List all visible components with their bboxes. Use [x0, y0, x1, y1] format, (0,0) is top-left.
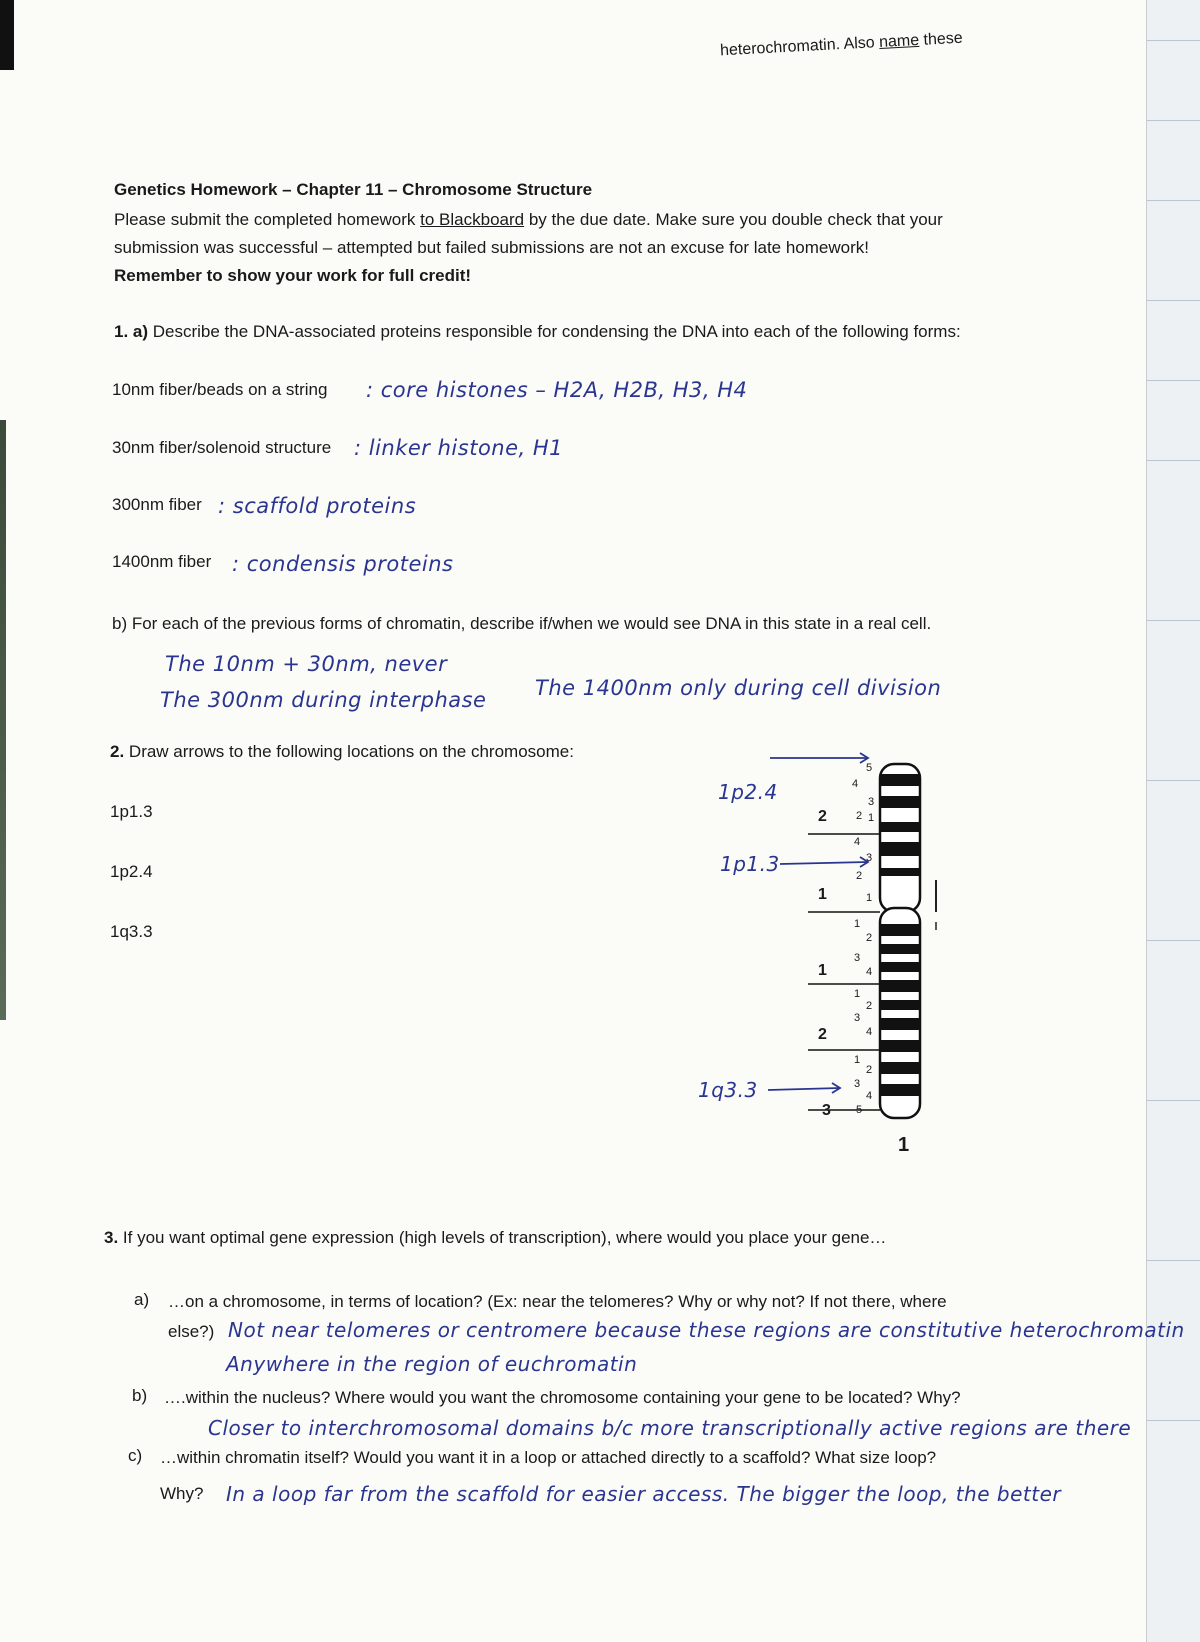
band-label: 4	[866, 1090, 873, 1102]
band-label: 4	[866, 966, 873, 978]
band-label: 2	[856, 870, 863, 882]
form-label-1400nm: 1400nm fiber	[112, 552, 212, 571]
q3c-why: Why?	[160, 1484, 204, 1503]
arrow-label-1p1-3: 1p1.3	[720, 852, 780, 876]
answer-1400nm: : condensis proteins	[232, 552, 454, 576]
form-label-300nm: 300nm fiber	[112, 495, 202, 514]
q1b-prompt: b) For each of the previous forms of chromatin, describe if/when we would see DNA in this state in a real cell.	[112, 614, 932, 633]
q1b-answer-1: The 10nm + 30nm, never	[165, 652, 448, 676]
band-q-dark	[881, 1084, 919, 1096]
band-q-dark	[881, 962, 919, 972]
region-label: 2	[818, 808, 827, 825]
band-label: 1	[868, 812, 875, 824]
q3b-question: ….within the nucleus? Where would you want the chromosome containing your gene to be located? Why?	[164, 1388, 961, 1407]
band-label: 3	[854, 1012, 861, 1024]
q3a-answer-1: Not near telomeres or centromere because these regions are constitutive heterochromatin	[228, 1318, 1185, 1342]
instructions-line-3: Remember to show your work for full credit!	[114, 266, 472, 285]
chromosome-q-arm	[880, 908, 920, 1118]
band-label: 2	[866, 1064, 873, 1076]
band-p-dark	[881, 842, 919, 856]
q1a-prompt: 1. a) Describe the DNA-associated proteins responsible for condensing the DNA into each of the following forms:	[114, 322, 961, 341]
q3c-question: …within chromatin itself? Would you want it in a loop or attached directly to a scaffold? What size loop?	[160, 1448, 937, 1467]
location-1p2-4: 1p2.4	[110, 862, 153, 881]
band-label: 3	[868, 796, 875, 808]
band-label: 4	[852, 778, 859, 790]
band-q-dark	[881, 924, 919, 936]
region-label: 2	[818, 1026, 827, 1043]
q3c-answer: In a loop far from the scaffold for easier access. The bigger the loop, the better	[226, 1482, 1062, 1506]
band-label: 1	[854, 918, 861, 930]
answer-30nm: : linker histone, H1	[354, 436, 564, 460]
arrow-label-1q3-3: 1q3.3	[698, 1078, 758, 1102]
q3c-label: c)	[128, 1446, 143, 1465]
band-q-dark	[881, 1018, 919, 1030]
q3-prompt: 3. If you want optimal gene expression (high levels of transcription), where would you place your gene…	[104, 1228, 887, 1247]
page-title: Genetics Homework – Chapter 11 – Chromosome Structure	[114, 180, 593, 199]
answer-300nm: : scaffold proteins	[218, 494, 417, 518]
chromosome-p-arm	[880, 764, 920, 912]
band-label: 1	[854, 988, 861, 1000]
arrow-1q3-3	[768, 1088, 840, 1090]
band-q-dark	[881, 1040, 919, 1052]
band-q-dark	[881, 1000, 919, 1010]
band-p-dark	[881, 868, 919, 876]
q3b-answer: Closer to interchromosomal domains b/c more transcriptionally active regions are there	[208, 1416, 1132, 1440]
band-q-dark	[881, 944, 919, 954]
location-1p1-3: 1p1.3	[110, 802, 153, 821]
band-label: 3	[854, 952, 861, 964]
q3a-question-1: …on a chromosome, in terms of location? (Ex: near the telomeres? Why or why not? If not there, where	[168, 1292, 947, 1311]
band-label: 2	[866, 1000, 873, 1012]
chromosome-number: 1	[898, 1134, 910, 1156]
band-q-dark	[881, 980, 919, 992]
band-label: 5	[856, 1104, 863, 1116]
form-label-10nm: 10nm fiber/beads on a string	[112, 380, 328, 399]
q2-prompt: 2. Draw arrows to the following locations on the chromosome:	[110, 742, 574, 761]
band-label: 4	[866, 1026, 873, 1038]
band-p-dark	[881, 822, 919, 832]
band-label: 3	[866, 852, 873, 864]
band-q-dark	[881, 1062, 919, 1074]
q3b-label: b)	[132, 1386, 148, 1405]
band-label: 2	[856, 810, 863, 822]
location-1q3-3: 1q3.3	[110, 922, 153, 941]
region-label: 1	[818, 962, 827, 979]
top-fragment: heterochromatin. Also name these	[719, 29, 964, 60]
instructions-line-1: Please submit the completed homework to Blackboard by the due date. Make sure you double check that your	[114, 210, 943, 229]
arrow-1p1-3	[780, 862, 868, 864]
band-p-dark	[881, 796, 919, 808]
q3a-label: a)	[134, 1290, 150, 1309]
band-label: 5	[866, 762, 873, 774]
region-label: 3	[822, 1102, 831, 1119]
band-label: 2	[866, 932, 873, 944]
arrow-label-1p2-4: 1p2.4	[718, 780, 778, 804]
band-p-dark	[881, 774, 919, 786]
instructions-line-2: submission was successful – attempted but failed submissions are not an excuse for late homework!	[114, 238, 869, 257]
band-label: 4	[854, 836, 861, 848]
band-label: 1	[854, 1054, 861, 1066]
band-label: 1	[866, 892, 873, 904]
answer-10nm: : core histones – H2A, H2B, H3, H4	[366, 378, 748, 402]
region-label: 1	[818, 886, 827, 903]
q3a-answer-2: Anywhere in the region of euchromatin	[226, 1352, 638, 1376]
q1b-answer-2: The 300nm during interphase	[160, 688, 487, 712]
band-label: 3	[854, 1078, 861, 1090]
q1b-answer-3: The 1400nm only during cell division	[535, 676, 942, 700]
form-label-30nm: 30nm fiber/solenoid structure	[112, 438, 332, 457]
q3a-question-2: else?)	[168, 1322, 215, 1341]
